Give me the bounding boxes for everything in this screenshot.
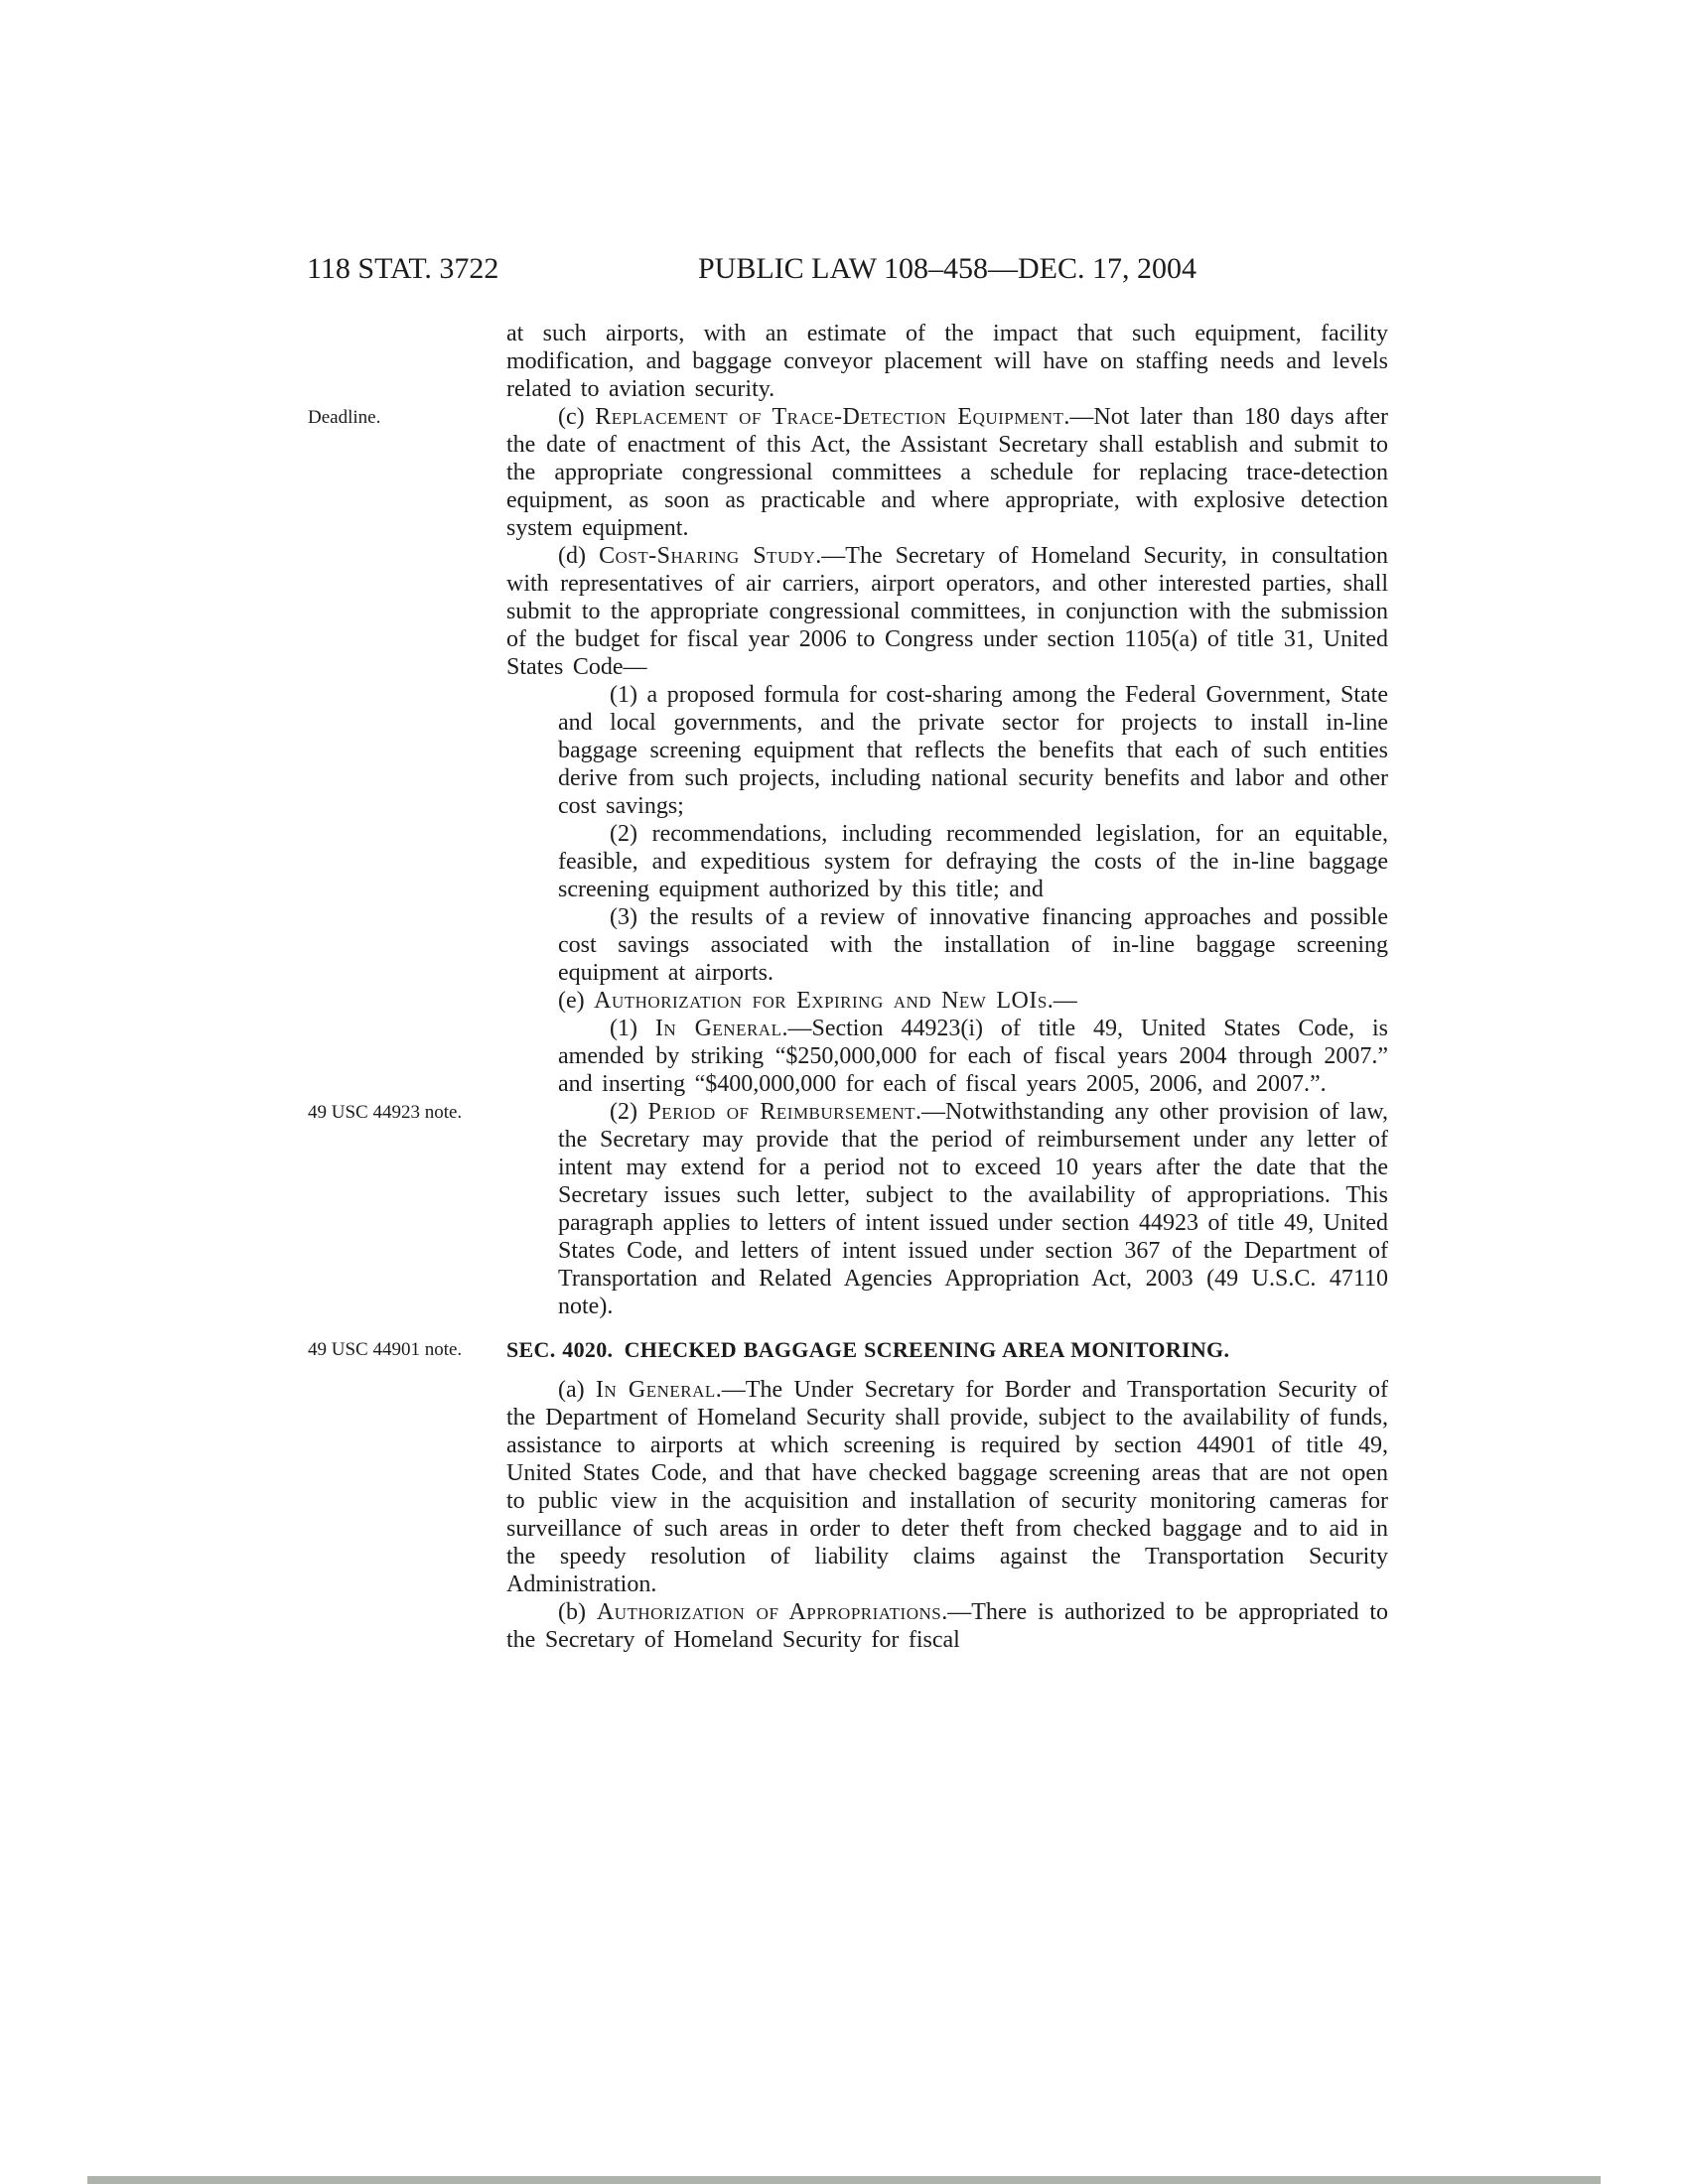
text-run-smallcaps: Cost-Sharing Study <box>599 543 816 569</box>
paragraph-intro-continuation <box>506 320 1388 403</box>
margin-note: 49 USC 44923 note. <box>308 1102 463 1123</box>
text-run-normal: (1) <box>610 1016 655 1041</box>
page-bottom-edge-line <box>87 2176 1601 2184</box>
text-run-normal: (c) <box>558 404 596 430</box>
text-run-normal: .—The Under Secretary for Border and Transportation Security of the Department of Homeland Security shall provide, subject to the availability of funds, assistance to airports at which screening is required by section 44901 of title 49, United States Code, and that have checked baggage screening areas that are not open to public view in the acquisition and installation of security monitoring cameras for surveillance of such areas in order to deter theft from checked baggage and to aid in the speedy resolution of liability claims against the Transportation Security Administration. <box>506 1377 1388 1597</box>
paragraph-e2-period-of-reimbursement <box>308 1098 1389 1320</box>
text-run-normal: at such airports, with an estimate of the impact that such equipment, facility modification, and baggage conveyor placement will have on staffing needs and levels related to aviation security. <box>506 321 1388 402</box>
text-run-normal: (2) <box>610 1099 648 1125</box>
text-run-normal: .—Notwithstanding any other provision of law, the Secretary may provide that the period of reimbursement under any letter of intent may extend for a period not to exceed 10 years after the date that the Secretary issues such letter, subject to the availability of appropriations. This paragraph applies to letters of intent issued under section 44923 of title 49, United States Code, and letters of intent issued under section 367 of the Department of Transportation and Related Agencies Appropriation Act, 2003 (49 U.S.C. 47110 note). <box>558 1099 1389 1319</box>
text-run-smallcaps: Replacement of Trace-Detection Equipment <box>595 404 1064 430</box>
stat-page-number: 118 STAT. 3722 <box>307 252 499 285</box>
text-run-normal: (3) the results of a review of innovative financing approaches and possible cost savings associated with the installation of in-line baggage screening equipment at airports. <box>558 904 1388 986</box>
paragraph-d3-results-of-review <box>558 903 1388 987</box>
text-run-normal: .—The Secretary of Homeland Security, in consultation with representatives of air carriers, airport operators, and other interested parties, shall submit to the appropriate congressional committees, in conjunction with the submission of the budget for fiscal year 2006 to Congress under section 1105(a) of title 31, United States Code— <box>506 543 1389 680</box>
paragraph-d-cost-sharing-study <box>506 542 1388 681</box>
text-run-normal: (a) <box>558 1377 596 1403</box>
text-run-smallcaps: Authorization of Appropriations <box>596 1599 942 1625</box>
text-run-normal: (b) <box>558 1599 597 1625</box>
text-run-normal: .—Section 44923(i) of title 49, United States Code, is amended by striking “$250,000,000 for each of fiscal years 2004 through 2007.” and inserting “$400,000,000 for each of fiscal years 2005, 2006, and 2007.”. <box>558 1016 1389 1097</box>
paragraph-d2-recommendations <box>558 820 1388 903</box>
text-run-normal: .— <box>1047 988 1077 1014</box>
heading-sec-4020 <box>308 1336 1388 1364</box>
text-run-smallcaps: Period of Reimbursement <box>647 1099 916 1125</box>
text-run-normal: (2) recommendations, including recommended legislation, for an equitable, feasible, and expeditious system for defraying the costs of the in-line baggage screening equipment authorized by this title; and <box>558 821 1388 902</box>
text-run-bold: SEC. 4020. CHECKED BAGGAGE SCREENING AREA MONITORING. <box>506 1337 1230 1362</box>
statute-body <box>308 320 1389 1654</box>
paragraph-b-authorization-of-appropriations <box>506 1598 1388 1654</box>
text-run-normal: (d) <box>558 543 600 569</box>
text-run-normal: .—There is authorized to be appropriated to the Secretary of Homeland Security for fiscal <box>506 1599 1389 1653</box>
text-run-smallcaps: In General <box>654 1016 782 1041</box>
text-run-normal: (e) <box>558 988 595 1014</box>
text-run-normal: (1) a proposed formula for cost-sharing among the Federal Government, State and local governments, and the private sector for projects to install in-line baggage screening equipment that reflects the benefits that each of such entities derive from such projects, including national security benefits and labor and other cost savings; <box>558 682 1388 819</box>
public-law-title: PUBLIC LAW 108–458—DEC. 17, 2004 <box>697 252 1197 285</box>
paragraph-e-authorization-lois <box>506 987 1388 1015</box>
margin-note: 49 USC 44901 note. <box>308 1339 463 1360</box>
paragraph-e1-in-general <box>558 1015 1388 1098</box>
margin-note: Deadline. <box>308 407 381 428</box>
page-header <box>307 252 1388 286</box>
paragraph-c-replacement-trace-detection <box>308 403 1388 542</box>
paragraph-a-in-general <box>506 1376 1388 1598</box>
text-run-smallcaps: Authorization for Expiring and New LOIs <box>594 988 1048 1014</box>
text-run-smallcaps: In General <box>595 1377 716 1403</box>
text-run-normal: .—Not later than 180 days after the date of enactment of this Act, the Assistant Secretary shall establish and submit to the appropriate congressional committees a schedule for replacing trace-detection equipment, as soon as practicable and where appropriate, with explosive detection system equipment. <box>506 404 1388 541</box>
paragraph-d1-proposed-formula <box>558 681 1388 820</box>
